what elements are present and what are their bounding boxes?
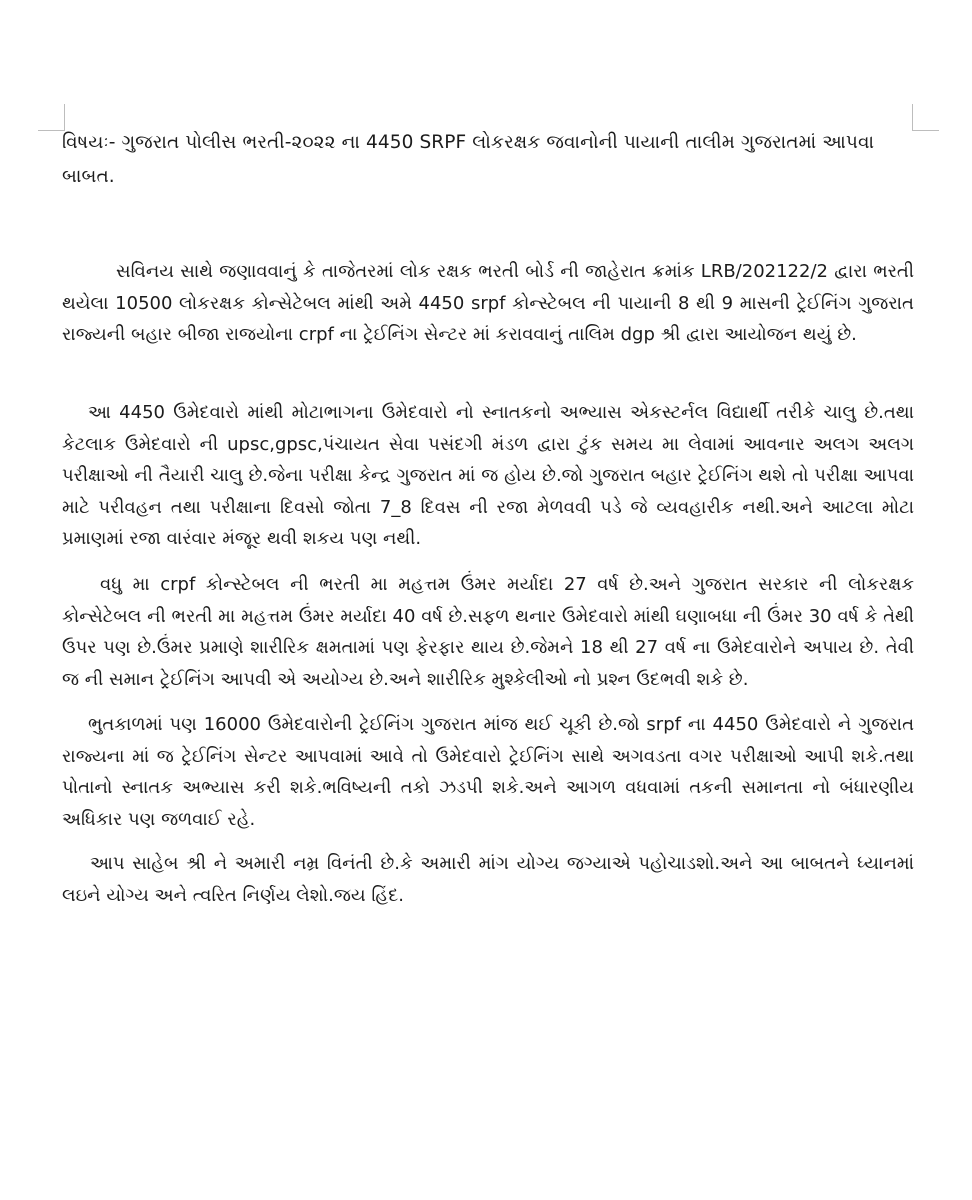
paragraph-closing: આપ સાહેબ શ્રી ને અમારી નમ્ર વિનંતી છે.કે અમારી માંગ યોગ્ય જગ્યાએ પહોચાડશો.અને આ બાબતને ધ્યાનમાં લઇને યોગ્ય અને ત્વરિત નિર્ણય લેશો.જય હિંદ. (62, 853, 914, 906)
paragraph-request: સવિનય સાથે જણાવવાનું કે તાજેતરમાં લોક રક્ષક ભરતી બોર્ડ ની જાહેરાત ક્રમાંક LRB/202122/2 દ્વારા ભરતી થયેલા 10500 લોકરક્ષક કોન્સેટેબલ માંથી અમે 4450 srpf કોન્સ્ટેબલ ની પાયાની 8 થી 9 માસની ટ્રેઈનિંગ ગુજરાત રાજ્યની બહાર બીજા રાજયોના crpf ના ટ્રેઈનિંગ સેન્ટર માં કરાવવાનું તાલિમ dgp શ્રી દ્વારા આયોજન થયું છે. (62, 261, 914, 345)
subject-line: વિષયઃ- ગુજરાત પોલીસ ભરતી-૨૦૨૨ ના 4450 SRPF લોકરક્ષક જવાનોની પાયાની તાલીમ ગુજરાતમાં આપવા બાબત. (62, 132, 875, 187)
margin-corner-mark-right (912, 104, 939, 131)
paragraph-past-training: ભુતકાળમાં પણ 16000 ઉમેદવારોની ટ્રેઈનિંગ ગુજરાત માંજ થઈ ચૂકી છે.જો srpf ના 4450 ઉમેદવારો ને ગુજરાત રાજ્યના માં જ ટ્રેઈનિંગ સેન્ટર આપવામાં આવે તો ઉમેદવારો ટ્રેઈનિંગ સાથે અગવડતા વગર પરીક્ષાઓ આપી શકે.તથા પોતાનો સ્નાતક અભ્યાસ કરી શકે.ભવિષ્યની તકો ઝડપી શકે.અને આગળ વધવામાં તકની સમાનતા નો બંધારણીય અધિકાર પણ જળવાઈ રહે. (62, 714, 914, 830)
margin-corner-mark-left (38, 104, 65, 131)
paragraph-age-limit: વધુ મા crpf કોન્સ્ટેબલ ની ભરતી મા મહત્તમ ઉંમર મર્યાદા 27 વર્ષ છે.અને ગુજરાત સરકાર ની લોકરક્ષક કોન્સેટેબલ ની ભરતી મા મહત્તમ ઉંમર મર્યાદા 40 વર્ષ છે.સફળ થનાર ઉમેદવારો માંથી ઘણાબધા ની ઉંમર 30 વર્ષ કે તેથી ઉપર પણ છે.ઉંમર પ્રમાણે શારીરિક ક્ષમતામાં પણ ફેરફાર થાય છે.જેમને 18 થી 27 વર્ષ ના ઉમેદવારોને અપાય છે. તેવી જ ની સમાન ટ્રેઈનિંગ આપવી એ અયોગ્ય છે.અને શારીરિક મુશ્કેલીઓ નો પ્રશ્ન ઉદભવી શકે છે. (62, 574, 914, 690)
document-body (62, 126, 914, 906)
paragraph-studies-exams: આ 4450 ઉમેદવારો માંથી મોટાભાગના ઉમેદવારો નો સ્નાતકનો અભ્યાસ એકસ્ટર્નલ વિદ્યાર્થી તરીકે ચાલુ છે.તથા કેટલાક ઉમેદવારો ની upsc,gpsc,પંચાયત સેવા પસંદગી મંડળ દ્વારા ટુંક સમય મા લેવામાં આવનાર અલગ અલગ પરીક્ષાઓ ની તૈયારી ચાલુ છે.જેના પરીક્ષા કેન્દ્ર ગુજરાત માં જ હોય છે.જો ગુજરાત બહાર ટ્રેઈનિંગ થશે તો પરીક્ષા આપવા માટે પરીવહન તથા પરીક્ષાના દિવસો જોતા 7_8 દિવસ ની રજા મેળવવી પડે જે વ્યવહારીક નથી.અને આટલા મોટા પ્રમાણમાં રજા વારંવાર મંજૂર થવી શકય પણ નથી. (62, 402, 914, 549)
